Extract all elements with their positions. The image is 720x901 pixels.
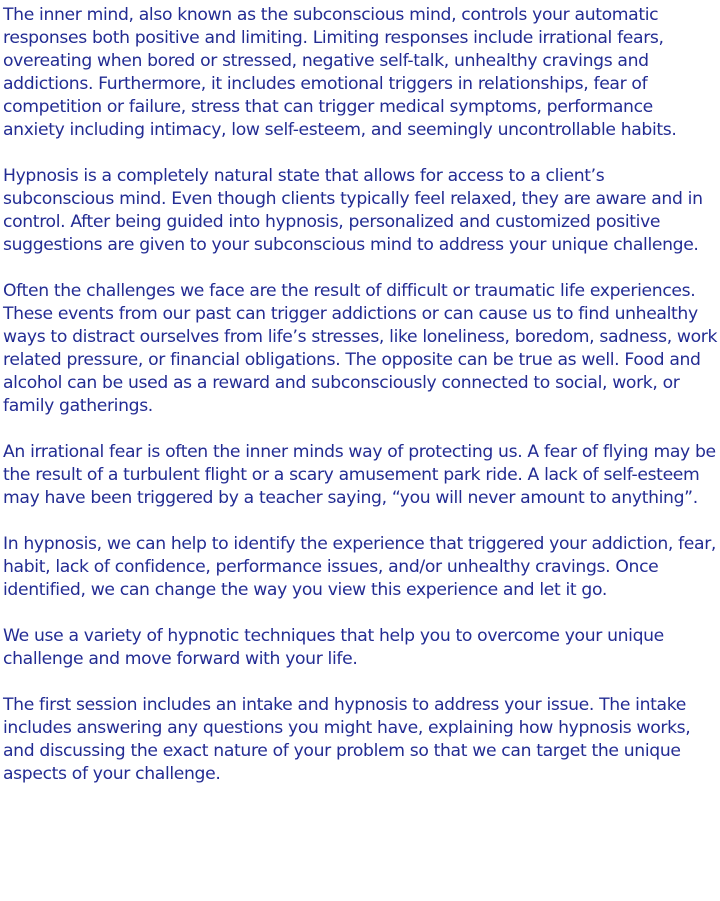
paragraph-first-session: The first session includes an intake and hypnosis to address your issue. The intake includes answering any questions you might have, explaining how hypnosis works, and discussing the exact nature of your problem so that we can target the unique aspects of your challenge. [3, 695, 691, 784]
paragraph-techniques: We use a variety of hypnotic techniques that help you to overcome your unique challenge and move forward with your life. [3, 626, 664, 669]
paragraph-inner-mind: The inner mind, also known as the subconscious mind, controls your automatic responses both positive and limiting. Limiting responses include irrational fears, overeating when bored or stressed, negative self-talk, unhealthy cravings and addictions. Furthermore, it includes emotional triggers in relationships, fear of competition or failure, stress that can trigger medical symptoms, performance anxiety including intimacy, low self-esteem, and seemingly uncontrollable habits. [3, 5, 677, 140]
paragraph-challenges: Often the challenges we face are the result of difficult or traumatic life experiences. These events from our past can trigger addictions or can cause us to find unhealthy ways to distract ourselves from life’s stresses, like loneliness, boredom, sadness, work related pressure, or financial obligations. The opposite can be true as well. Food and alcohol can be used as a reward and subconsciously connected to social, work, or family gatherings. [3, 281, 718, 416]
paragraph-identify-experience: In hypnosis, we can help to identify the experience that triggered your addiction, fear, habit, lack of confidence, performance issues, and/or unhealthy cravings. Once identified, we can change the way you view this experience and let it go. [3, 534, 717, 600]
paragraph-hypnosis-state: Hypnosis is a completely natural state that allows for access to a client’s subconscious mind. Even though clients typically feel relaxed, they are aware and in control. After being guided into hypnosis, personalized and customized positive suggestions are given to your subconscious mind to address your unique challenge. [3, 166, 703, 255]
paragraph-irrational-fear: An irrational fear is often the inner minds way of protecting us. A fear of flying may be the result of a turbulent flight or a scary amusement park ride. A lack of self-esteem may have been triggered by a teacher saying, “you will never amount to anything”. [3, 442, 716, 508]
